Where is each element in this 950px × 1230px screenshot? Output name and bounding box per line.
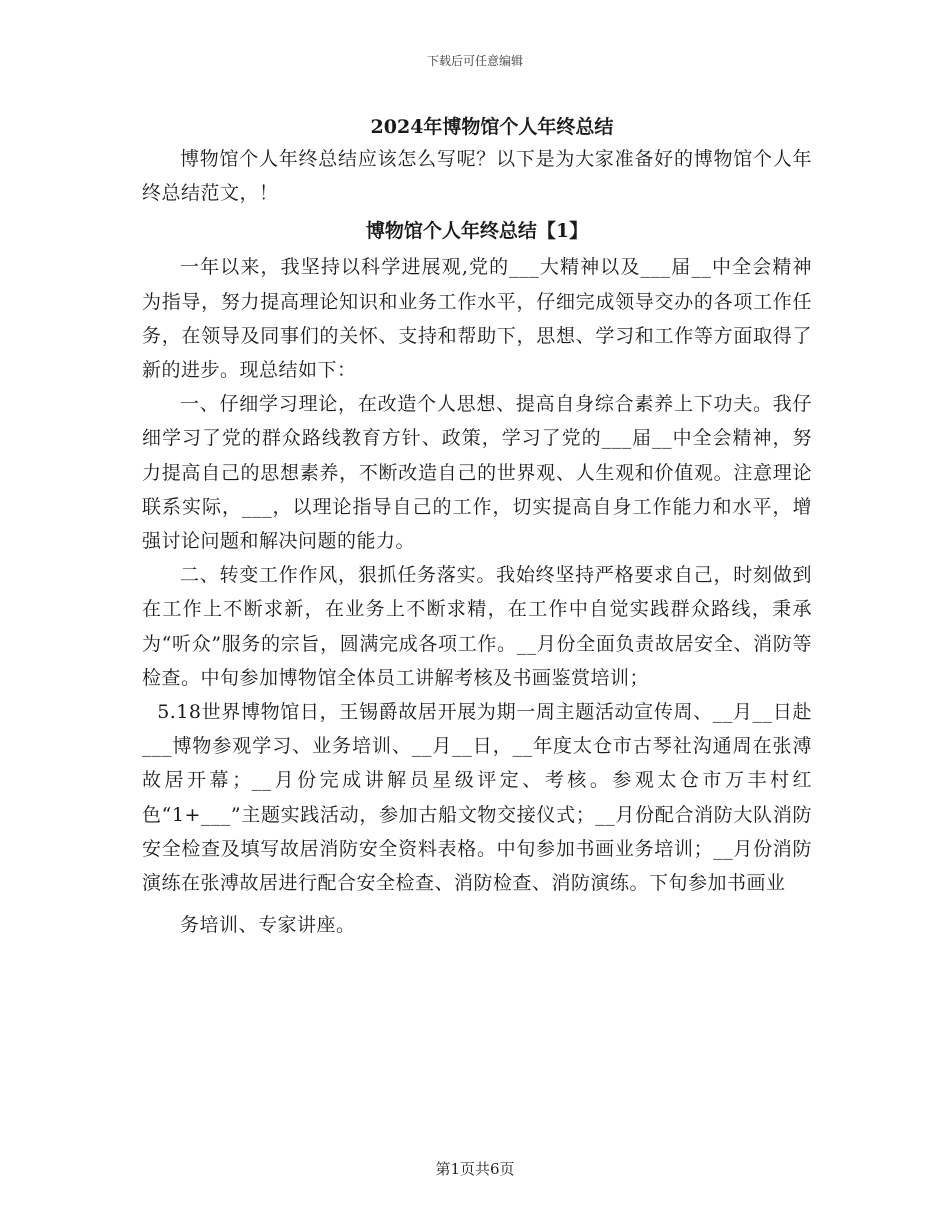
page-number: 第1页共6页 [435, 1160, 515, 1178]
intro-paragraph: 博物馆个人年终总结应该怎么写呢？以下是为大家准备好的博物馆个人年终总结范文，！ [142, 148, 812, 205]
body-paragraph-5: 务培训、专家讲座。 [180, 914, 356, 937]
body-paragraph-1: 一年以来，我坚持以科学进展观,党的___大精神以及___届__中全会精神为指导，努力提高理论知识和业务工作水平，仔细完成领导交办的各项工作任务，在领导及同事们的关怀、支持和帮助下，思想、学习和工作等方面取得了新的进步。现总结如下： [142, 256, 812, 382]
section-title: 博物馆个人年终总结【1】 [365, 220, 589, 243]
body-paragraph-2: 一、仔细学习理论，在改造个人思想、提高自身综合素养上下功夫。我仔细学习了党的群众路线教育方针、政策，学习了党的___届__中全会精神，努力提高自己的思想素养，不断改造自己的世界观、人生观和价值观。注意理论联系实际，___，以理论指导自己的工作，切实提高自身工作能力和水平，增强讨论问题和解决问题的能力。 [142, 393, 812, 553]
document-body [142, 112, 812, 942]
document-title: 2024年博物馆个人年终总结 [370, 116, 614, 138]
page-header-note: 下载后可任意编辑 [426, 54, 523, 68]
body-paragraph-4: 5.18世界博物馆日，王锡爵故居开展为期一周主题活动宣传周、__月__日赴___博物参观学习、业务培训、__月__日，__年度太仓市古琴社沟通周在张溥故居开幕；__月份完成讲解员星级评定、考核。参观太仓市万丰村红色“1+___”主题实践活动，参加古船文物交接仪式；__月份配合消防大队消防安全检查及填写故居消防安全资料表格。中旬参加书画业务培训；__月份消防演练在张溥故居进行配合安全检查、消防检查、消防演练。下旬参加书画业 [142, 701, 812, 895]
body-paragraph-3: 二、转变工作作风，狠抓任务落实。我始终坚持严格要求自己，时刻做到在工作上不断求新，在业务上不断求精，在工作中自觉实践群众路线，秉承为“听众”服务的宗旨，圆满完成各项工作。__月份全面负责故居安全、消防等检查。中旬参加博物馆全体员工讲解考核及书画鉴赏培训； [142, 564, 812, 689]
